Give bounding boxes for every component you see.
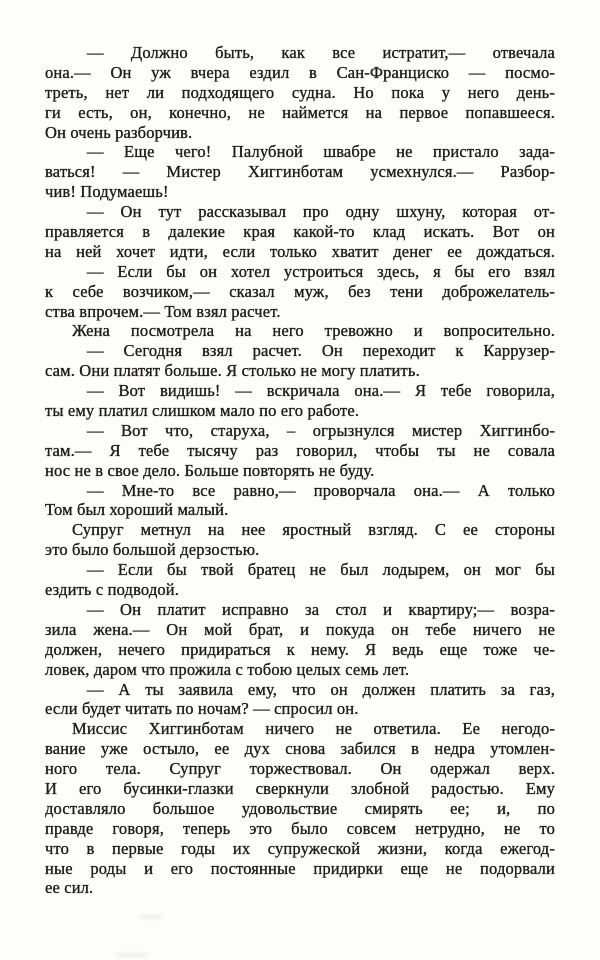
text-line: должен, нечего придираться к нему. Я ведь еще тоже че- <box>45 639 555 659</box>
text-line: правляется в далекие края какой-то клад искать. Вот он <box>45 222 555 242</box>
text-line: если будет читать по ночам? — спросил он. <box>45 699 359 719</box>
text-line: ги есть, он, конечно, не наймется на первое попавшееся. <box>45 102 555 122</box>
paragraph <box>45 43 555 142</box>
scan-smudge <box>138 915 164 919</box>
text-line: Том был хороший малый. <box>45 500 229 520</box>
text-line: это было большой дерзостью. <box>45 540 260 560</box>
text-line: — Он платит исправно за стол и квартиру;— возра- <box>87 599 555 619</box>
text-line: — Если бы он хотел устроиться здесь, я бы его взял <box>87 261 555 281</box>
text-line: нос не в свое дело. Больше повторять не буду. <box>45 460 375 480</box>
text-column <box>45 43 555 898</box>
paragraph <box>45 520 555 560</box>
text-line: ты ему платил слишком мало по его работе. <box>45 401 360 421</box>
text-line: — Вот видишь! — вскричала она.— Я тебе говорила, <box>87 381 555 401</box>
text-line: сам. Они платят больше. Я столько не могу платить. <box>45 361 420 381</box>
text-line: ваться! — Мистер Хиггинботам усмехнулся.— Разбор- <box>45 162 555 182</box>
text-line: правде говоря, теперь это было совсем нетрудно, не то <box>45 818 555 838</box>
paragraph <box>45 680 555 720</box>
text-line: — Еще чего! Палубной швабре не пристало зада- <box>87 142 555 162</box>
text-line: — Если бы твой братец не был лодырем, он мог бы <box>87 560 555 580</box>
text-line: на ней хочет идти, если только хватит денег ее дождаться. <box>45 241 555 261</box>
text-line: там.— Я тебе тысячу раз говорил, чтобы ты не совала <box>45 440 555 460</box>
text-line: ездить с подводой. <box>45 580 180 600</box>
paragraph <box>45 381 555 421</box>
text-line: ства впрочем.— Том взял расчет. <box>45 301 281 321</box>
text-line: — Должно быть, как все истратит,— отвечала <box>87 43 555 62</box>
text-line: доставляло большое удовольствие смирять ее; и, по <box>45 798 555 818</box>
text-line: зила жена.— Он мой брат, и покуда он тебе ничего не <box>45 619 555 639</box>
text-line: ного тела. Супруг торжествовал. Он одержал верх. <box>45 759 555 779</box>
paragraph <box>45 202 555 262</box>
text-line: треть, нет ли подходящего судна. Но пока у него день- <box>45 82 555 102</box>
paragraph <box>45 321 555 341</box>
text-line: — А ты заявила ему, что он должен платить за газ, <box>87 679 555 699</box>
text-line: ловек, даром что прожила с тобою целых семь лет. <box>45 659 410 679</box>
paragraph <box>45 421 555 481</box>
scan-smudge <box>115 953 149 957</box>
paragraph <box>45 481 555 521</box>
text-line: — Вот что, старуха, – огрызнулся мистер Хиггинбо- <box>87 420 555 440</box>
text-line: Он очень разборчив. <box>45 122 193 142</box>
paragraph <box>45 560 555 600</box>
paragraph <box>45 600 555 680</box>
text-line: что в первые годы их супружеской жизни, когда ежегод- <box>45 838 555 858</box>
text-line: Супруг метнул на нее яростный взгляд. С ее стороны <box>72 520 555 540</box>
text-line: — Сегодня взял расчет. Он переходит к Каррузер- <box>87 341 555 361</box>
text-line: вание уже остыло, ее дух снова забился в недра утомлен- <box>45 739 555 759</box>
text-line: — Мне-то все равно,— проворчала она.— А только <box>87 480 555 500</box>
text-line: Миссис Хиггинботам ничего не ответила. Ее негодо- <box>72 719 555 739</box>
text-line: ее сил. <box>45 878 94 898</box>
text-line: И его бусинки-глазки сверкнули злобной радостью. Ему <box>45 778 555 798</box>
paragraph <box>45 142 555 202</box>
paragraph <box>45 341 555 381</box>
text-line: она.— Он уж вчера ездил в Сан-Франциско — посмо- <box>45 62 555 82</box>
text-line: к себе возчиком,— сказал муж, без тени доброжелатель- <box>45 281 555 301</box>
text-line: ные роды и его постоянные придирки еще не подорвали <box>45 858 555 878</box>
paragraph <box>45 719 555 898</box>
text-line: — Он тут рассказывал про одну шхуну, которая от- <box>87 202 555 222</box>
text-line: Жена посмотрела на него тревожно и вопросительно. <box>72 321 555 341</box>
text-line: чив! Подумаешь! <box>45 182 169 202</box>
paragraph <box>45 262 555 322</box>
